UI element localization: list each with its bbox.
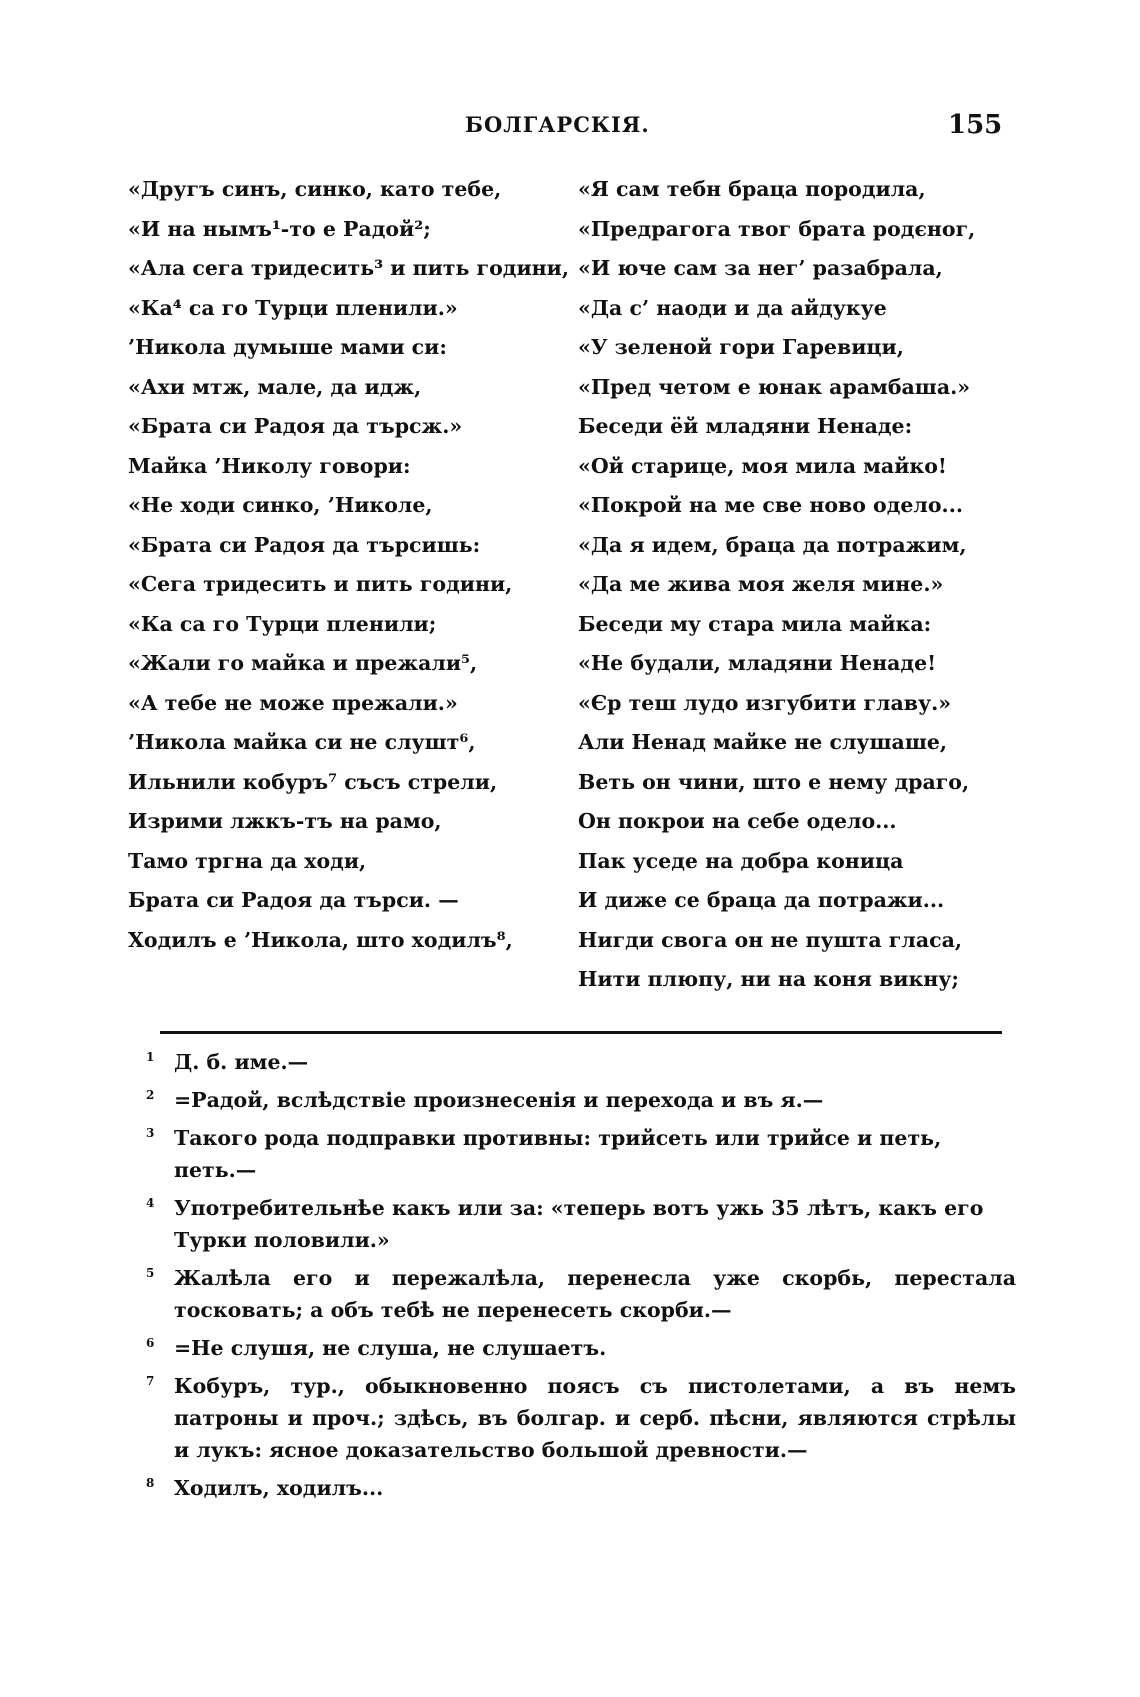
verse-line: «Другъ синъ, синко, като тебе, bbox=[128, 177, 502, 201]
verse-line: Беседи ёй младяни Ненаде: bbox=[578, 414, 913, 438]
verse-line: «Я сам тебн браца породила, bbox=[578, 177, 926, 201]
footnote-text: =Не слушя, не слуша, не слушаетъ. bbox=[174, 1336, 607, 1360]
verse-line: Беседи му стара мила майка: bbox=[578, 611, 932, 636]
footnote-number: 5 bbox=[146, 1266, 155, 1280]
verse-line: «А тебе не може прежали.» bbox=[128, 690, 458, 715]
footnote-text: Такого рода подправки противны: трийсеть или трийсе и петь, bbox=[174, 1126, 942, 1150]
footnote-text: Д. б. име.— bbox=[174, 1050, 309, 1074]
verse-line: «Да я идем, браца да потражим, bbox=[578, 532, 967, 557]
verse-line: «Ка са го Турци пленили; bbox=[128, 611, 437, 636]
footnote-text: Употребительнѣе какъ или за: «теперь вотъ ужь 35 лѣтъ, какъ его bbox=[174, 1196, 984, 1220]
verse-line: ’Никола думыше мами си: bbox=[128, 335, 447, 359]
verse-line: «Не ходи синко, ’Николе, bbox=[128, 493, 433, 517]
verse-line: «Да ме жива моя желя мине.» bbox=[578, 572, 944, 596]
verse-line: Нити плюпу, ни на коня викну; bbox=[578, 967, 959, 991]
footnote-number: 6 bbox=[146, 1336, 155, 1350]
verse-line: «Покрой на ме све ново одело... bbox=[578, 493, 963, 517]
footnote bbox=[146, 1262, 1016, 1326]
verse-line: «Ахи мтж, мале, да идж, bbox=[128, 374, 422, 399]
footnote-number: 4 bbox=[146, 1196, 155, 1210]
verse-line: «И юче сам за нег’ разабрала, bbox=[578, 256, 943, 280]
verse-line: «Ала сега тридесить³ и пить години, bbox=[128, 256, 570, 280]
verse-line: «Ой старице, моя мила майко! bbox=[578, 453, 947, 478]
footnote-number: 7 bbox=[146, 1374, 155, 1388]
verse-line: И диже се браца да потражи... bbox=[578, 888, 945, 912]
verse-line: «Жали го майка и прежали⁵, bbox=[128, 651, 478, 675]
footnote-text: Жалѣла его и пережалѣла, перенесла уже скорбь, перестала тосковать; а объ тебѣ не перенесеть скорби.— bbox=[174, 1266, 1016, 1322]
verse-line: «Пред четом е юнак арамбаша.» bbox=[578, 374, 971, 399]
verse-line: Нигди свога он не пушта гласа, bbox=[578, 927, 963, 952]
verse-line: «У зеленой гори Гаревици, bbox=[578, 335, 904, 359]
verse-line: «Ка⁴ са го Турци пленили.» bbox=[128, 295, 458, 320]
verse-line: «И на нымъ¹-то е Радой²; bbox=[128, 216, 431, 241]
verse-line: Тамо тргна да ходи, bbox=[128, 848, 367, 873]
footnote bbox=[146, 1084, 1016, 1116]
verse-line: ’Никола майка си не слушт⁶, bbox=[128, 730, 476, 754]
running-header: БОЛГАРСКІЯ. bbox=[465, 112, 650, 137]
footnote bbox=[146, 1192, 1016, 1256]
footnote bbox=[146, 1472, 1016, 1504]
footnote-number: 2 bbox=[146, 1088, 155, 1102]
verse-line: Ходилъ е ’Никола, што ходилъ⁸, bbox=[128, 927, 513, 952]
verse-line: «Брата си Радоя да търсж.» bbox=[128, 414, 463, 438]
verse-line: «Сега тридесить и пить години, bbox=[128, 572, 513, 596]
footnotes bbox=[146, 1046, 1016, 1510]
footnote bbox=[146, 1370, 1016, 1466]
verse-line: «Єр теш лудо изгубити главу.» bbox=[578, 690, 952, 715]
footnote-text: Ходилъ, ходилъ... bbox=[174, 1476, 384, 1500]
footnote-continuation: Турки половили.» bbox=[174, 1228, 390, 1252]
verse-line: Изрими лжкъ-тъ на рамо, bbox=[128, 809, 442, 833]
footnote-number: 1 bbox=[146, 1050, 155, 1064]
verse-line: Веть он чини, што е нему драго, bbox=[578, 769, 970, 794]
verse-line: «Да с’ наоди и да айдукуе bbox=[578, 295, 887, 320]
footnote bbox=[146, 1046, 1016, 1078]
verse-line: «Брата си Радоя да търсишь: bbox=[128, 532, 481, 557]
verse-line: «Не будали, младяни Ненаде! bbox=[578, 651, 937, 675]
footnote-text: Кобуръ, тур., обыкновенно поясъ съ пистолетами, а въ немъ патроны и проч.; здѣсь, въ болгар. и серб. пѣсни, являются стрѣлы и лукъ: ясное доказательство большой древности.— bbox=[174, 1374, 1016, 1462]
verse-line: Майка ’Николу говори: bbox=[128, 453, 411, 478]
verse-line: Брата си Радоя да търси. — bbox=[128, 888, 459, 912]
verse-line: «Предрагога твог брата родєног, bbox=[578, 216, 976, 241]
footnote-number: 8 bbox=[146, 1476, 155, 1490]
verse-line: Он покрои на себе одело... bbox=[578, 809, 897, 833]
footnote-number: 3 bbox=[146, 1126, 155, 1140]
footnote bbox=[146, 1332, 1016, 1364]
footnote bbox=[146, 1122, 1016, 1186]
poem-right-column bbox=[578, 170, 1018, 1000]
poem-left-column bbox=[128, 170, 568, 960]
verse-line: Али Ненад майке не слушаше, bbox=[578, 730, 948, 754]
footnote-continuation: петь.— bbox=[174, 1158, 257, 1182]
footnote-text: =Радой, вслѣдствіе произнесенія и перехода и въ я.— bbox=[174, 1088, 824, 1112]
verse-line: Ильнили кобуръ⁷ съсъ стрели, bbox=[128, 769, 498, 794]
page-number: 155 bbox=[948, 110, 1003, 140]
footnote-divider bbox=[160, 1031, 1002, 1034]
verse-line: Пак уседе на добра коница bbox=[578, 848, 904, 873]
